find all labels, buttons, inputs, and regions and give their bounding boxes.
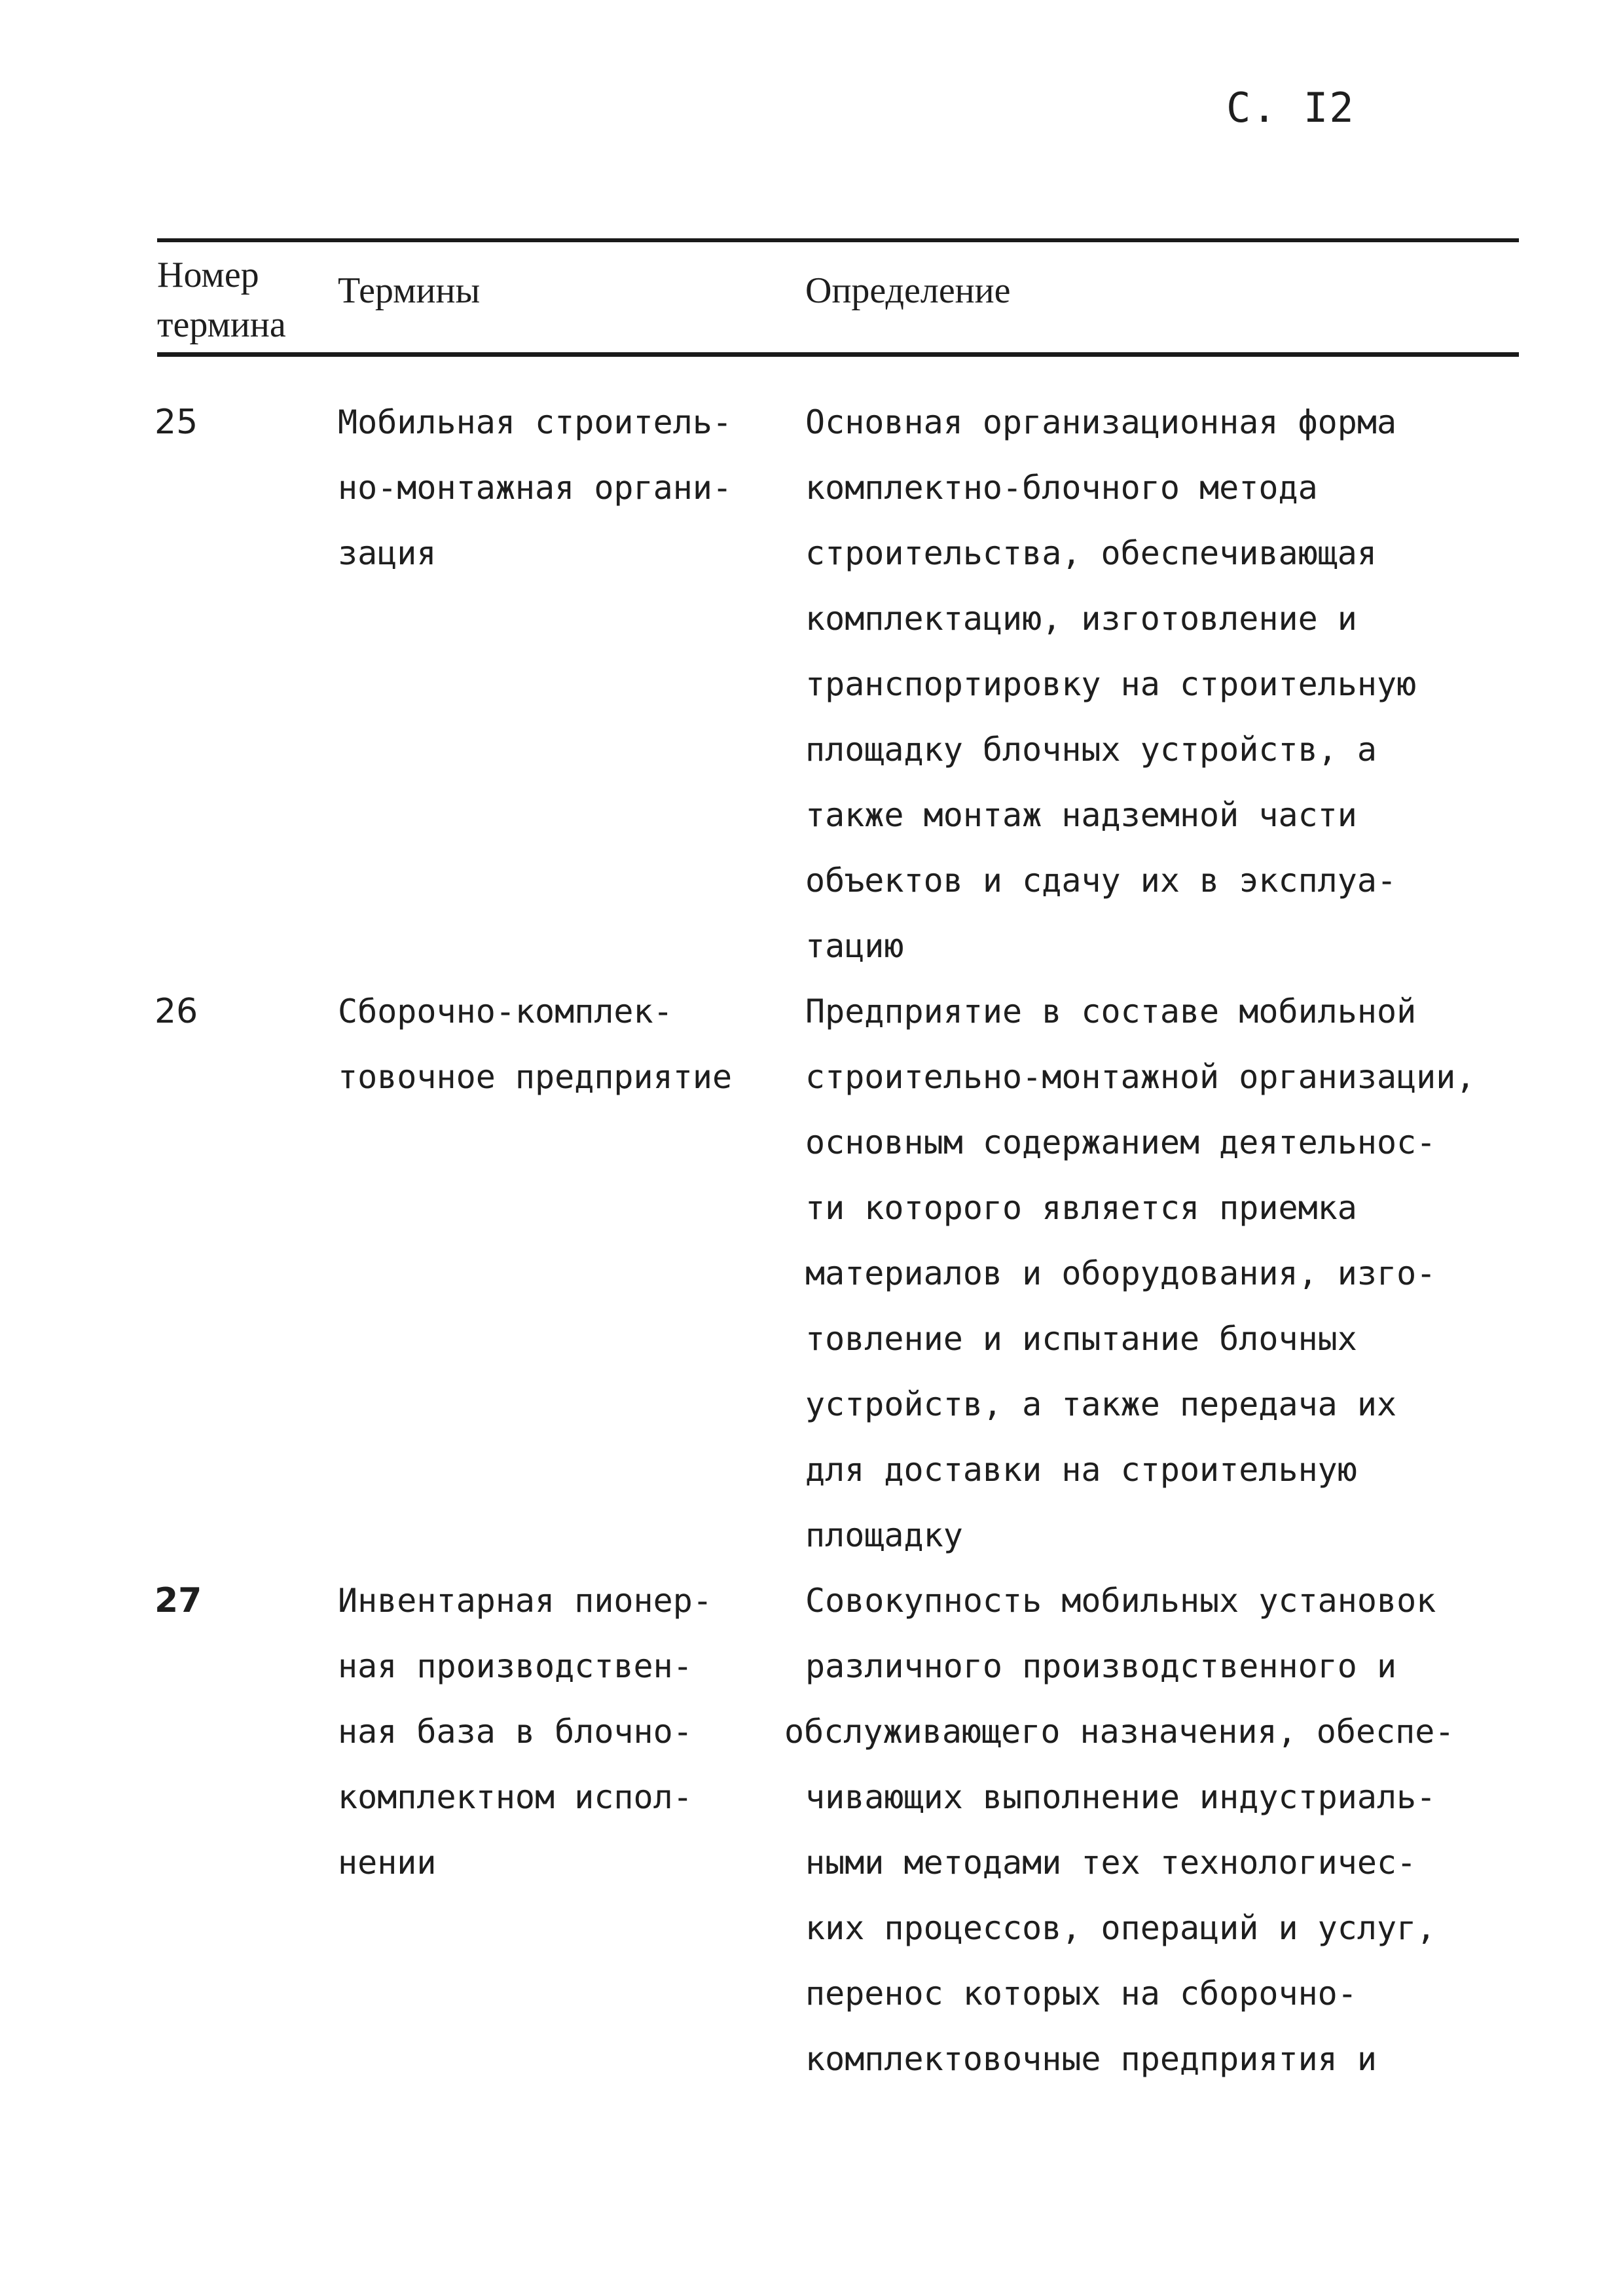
header-definition: Определение <box>805 270 1011 311</box>
term-definition: Предприятие в составе мобильной строительно-монтажной организации, основным содержанием деятельнос- ти которого является приемка материалов и оборудования, изго- товление и испытание блочных устройств, а также передача их для доставки на строительную площадку <box>805 993 1476 1554</box>
term-definition-part-3: чивающих выполнение индустриаль- ными методами тех технологичес- ких процессов, операций и услуг, перенос которых на сборочно- комплектовочные предприятия и <box>805 1778 1436 2078</box>
term-name: Инвентарная пионер- ная производствен- ная база в блочно- комплектном испол- нении <box>338 1582 712 1882</box>
term-number: 25 <box>155 403 198 442</box>
term-definition-part-2: обслуживающего назначения, обеспе- <box>784 1713 1455 1751</box>
term-number: 27 <box>155 1581 202 1620</box>
term-number: 26 <box>155 992 198 1031</box>
header-number: Номер термина <box>157 255 286 345</box>
page-number: С. I2 <box>1226 84 1355 132</box>
table-header-rule <box>157 352 1519 357</box>
term-definition-part-1: Совокупность мобильных установок различного производственного и <box>805 1582 1436 1685</box>
header-term: Термины <box>338 270 481 311</box>
table-top-rule <box>157 238 1519 242</box>
term-name: Сборочно-комплек- товочное предприятие <box>338 993 733 1096</box>
term-name: Мобильная строитель- но-монтажная органи- зация <box>338 403 733 572</box>
term-definition: Основная организационная форма комплектно-блочного метода строительства, обеспечивающая комплектацию, изготовление и транспортировку на строительную площадку блочных устройств, а также монтаж надземной части объектов и сдачу их в эксплуа- тацию <box>805 403 1417 965</box>
